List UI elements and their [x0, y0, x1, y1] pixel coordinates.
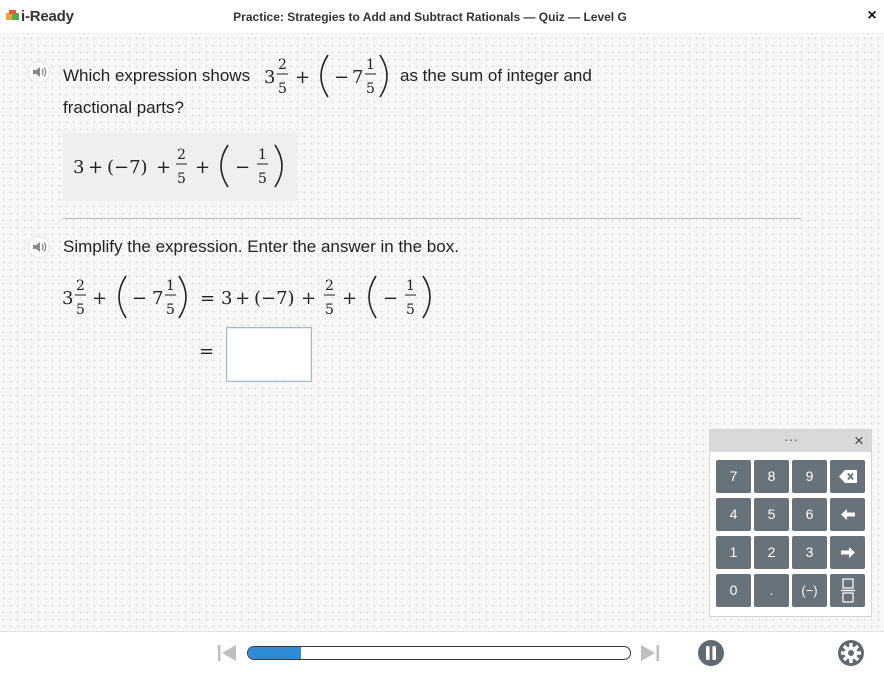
svg-text:=: = — [200, 288, 216, 309]
svg-text:7: 7 — [152, 288, 164, 309]
svg-text:1: 1 — [406, 278, 415, 294]
previous-button[interactable] — [216, 642, 238, 664]
pause-button[interactable] — [697, 639, 725, 667]
bottom-toolbar — [0, 631, 884, 673]
svg-text:−: − — [235, 157, 251, 178]
key-negative[interactable]: (−) — [792, 574, 827, 607]
svg-text:3: 3 — [264, 67, 276, 88]
question1-answer — [63, 133, 297, 201]
progress-fill — [248, 647, 301, 659]
svg-text:5: 5 — [76, 302, 85, 318]
pause-icon — [697, 639, 725, 667]
key-fraction[interactable] — [830, 574, 865, 607]
svg-text:−: − — [383, 288, 399, 309]
svg-text:+: + — [342, 288, 358, 309]
question1-text-prefix: Which expression shows — [63, 66, 251, 85]
svg-text:2: 2 — [325, 278, 334, 294]
speaker-icon — [29, 237, 49, 257]
close-button[interactable]: × — [867, 7, 877, 24]
key-right-arrow[interactable] — [830, 536, 865, 569]
key-1[interactable]: 1 — [716, 536, 751, 569]
logo-text: i-Ready — [21, 8, 74, 25]
next-button[interactable] — [639, 642, 661, 664]
svg-text:5: 5 — [166, 302, 175, 318]
fraction-icon — [837, 574, 859, 607]
read-aloud-button-q2[interactable] — [28, 236, 50, 258]
question1-mixed-expression — [262, 47, 397, 105]
key-0[interactable]: 0 — [716, 574, 751, 607]
key-4[interactable]: 4 — [716, 498, 751, 531]
svg-text:+: + — [88, 157, 104, 178]
left-arrow-icon — [837, 498, 859, 531]
key-left-arrow[interactable] — [830, 498, 865, 531]
key-2[interactable]: 2 — [754, 536, 789, 569]
svg-text:5: 5 — [258, 171, 267, 187]
backspace-icon — [837, 460, 859, 493]
svg-text:3: 3 — [221, 288, 233, 309]
svg-text:+: + — [295, 67, 311, 88]
right-arrow-icon — [837, 536, 859, 569]
key-9[interactable]: 9 — [792, 460, 827, 493]
svg-text:1: 1 — [366, 57, 375, 73]
svg-text:1: 1 — [166, 278, 175, 294]
lesson-content — [0, 35, 884, 631]
settings-button[interactable] — [837, 639, 865, 667]
gear-icon — [837, 639, 865, 667]
svg-text:2: 2 — [76, 278, 85, 294]
speaker-icon — [29, 62, 49, 82]
svg-text:(−7): (−7) — [107, 157, 148, 178]
key-3[interactable]: 3 — [792, 536, 827, 569]
question1-answer-math — [63, 133, 297, 201]
question1-text-suffix: as the sum of integer and — [400, 66, 592, 85]
svg-text:+: + — [195, 157, 211, 178]
math-keypad — [709, 429, 872, 617]
title-bar — [0, 0, 884, 34]
svg-text:+: + — [156, 157, 172, 178]
svg-text:+: + — [92, 288, 108, 309]
key-8[interactable]: 8 — [754, 460, 789, 493]
keypad-header — [710, 430, 871, 452]
svg-text:3: 3 — [62, 288, 74, 309]
skip-forward-icon — [639, 642, 661, 664]
svg-text:5: 5 — [366, 81, 375, 97]
svg-text:3: 3 — [73, 157, 85, 178]
key-decimal[interactable]: . — [754, 574, 789, 607]
question-divider — [63, 218, 801, 219]
svg-text:5: 5 — [325, 302, 334, 318]
question2-prompt: Simplify the expression. Enter the answer in the box. — [63, 237, 459, 256]
svg-text:+: + — [301, 288, 317, 309]
keypad-close-button[interactable]: × — [854, 431, 864, 450]
svg-text:1: 1 — [258, 147, 267, 163]
svg-text:5: 5 — [406, 302, 415, 318]
window-title: Practice: Strategies to Add and Subtract Rationals — Quiz — Level G — [233, 10, 627, 24]
svg-text:5: 5 — [177, 171, 186, 187]
svg-text:5: 5 — [278, 81, 287, 97]
question2-expression — [58, 268, 438, 326]
keypad-drag-handle[interactable]: ··· — [784, 431, 798, 447]
key-7[interactable]: 7 — [716, 460, 751, 493]
answer-input-box[interactable] — [226, 327, 312, 382]
svg-text:7: 7 — [352, 67, 364, 88]
question1-text-line2: fractional parts? — [63, 98, 184, 117]
key-5[interactable]: 5 — [754, 498, 789, 531]
svg-text:(−7): (−7) — [254, 288, 295, 309]
answer-equals-sign: = — [199, 341, 215, 362]
read-aloud-button-q1[interactable] — [28, 61, 50, 83]
key-backspace[interactable] — [830, 460, 865, 493]
svg-text:−: − — [132, 288, 148, 309]
key-6[interactable]: 6 — [792, 498, 827, 531]
svg-text:2: 2 — [177, 147, 186, 163]
lesson-progress-bar — [247, 646, 631, 660]
svg-text:2: 2 — [278, 57, 287, 73]
svg-text:−: − — [334, 67, 350, 88]
skip-back-icon — [216, 642, 238, 664]
svg-text:+: + — [235, 288, 251, 309]
